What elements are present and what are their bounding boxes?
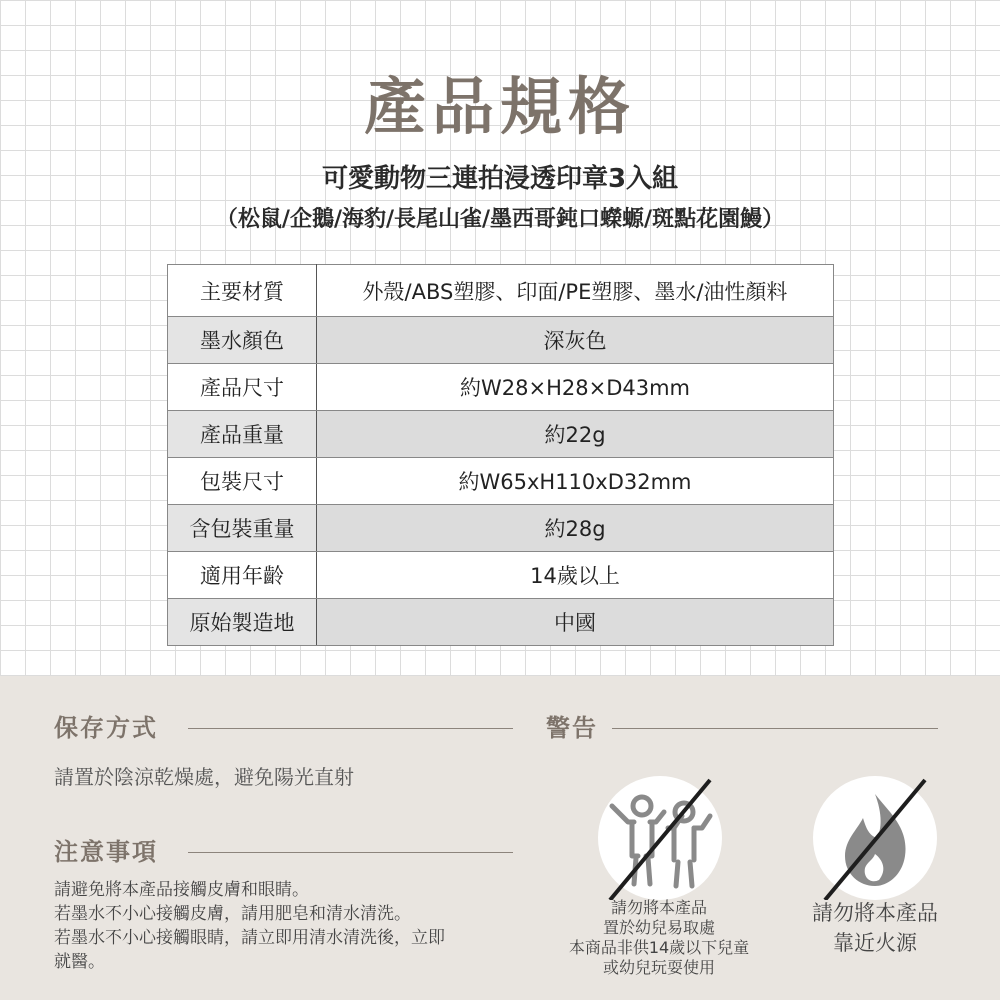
caution-text — [54, 878, 534, 974]
spec-label: 包裝尺寸 — [168, 458, 317, 505]
spec-row — [168, 458, 834, 505]
fire-warning-text — [770, 898, 980, 958]
caution-divider — [188, 852, 513, 853]
storage-divider — [188, 728, 513, 729]
warning-divider — [612, 728, 938, 729]
spec-value: 外殼/ABS塑膠、印面/PE塑膠、墨水/油性顏料 — [317, 265, 834, 317]
fire-warning-line: 請勿將本產品 — [812, 901, 938, 925]
spec-row — [168, 317, 834, 364]
storage-text: 請置於陰涼乾燥處，避免陽光直射 — [54, 765, 354, 789]
spec-row — [168, 505, 834, 552]
product-variants: （松鼠/企鵝/海豹/長尾山雀/墨西哥鈍口蠑螈/斑點花園鰻） — [215, 207, 785, 232]
spec-value: 約22g — [317, 411, 834, 458]
spec-row — [168, 364, 834, 411]
spec-label: 墨水顏色 — [168, 317, 317, 364]
no-children-icon — [598, 776, 722, 900]
spec-label: 產品尺寸 — [168, 364, 317, 411]
spec-row — [168, 552, 834, 599]
caution-line: 若墨水不小心接觸皮膚，請用肥皂和清水清洗。 — [54, 904, 411, 924]
fire-warning-line: 靠近火源 — [833, 931, 917, 955]
spec-label: 原始製造地 — [168, 599, 317, 646]
caution-line: 請避免將本產品接觸皮膚和眼睛。 — [54, 880, 309, 900]
spec-label: 產品重量 — [168, 411, 317, 458]
spec-value: 中國 — [317, 599, 834, 646]
spec-label: 主要材質 — [168, 265, 317, 317]
spec-row — [168, 265, 834, 317]
spec-row — [168, 599, 834, 646]
storage-heading: 保存方式 — [54, 714, 158, 742]
spec-value: 約W28×H28×D43mm — [317, 364, 834, 411]
caution-line: 就醫。 — [54, 952, 105, 972]
no-fire-icon — [813, 776, 937, 900]
warning-heading: 警告 — [546, 714, 598, 742]
children-warning-line: 請勿將本產品 — [610, 898, 707, 917]
children-warning-line: 置於幼兒易取處 — [602, 918, 715, 937]
caution-heading: 注意事項 — [54, 838, 158, 866]
page-title: 產品規格 — [363, 70, 636, 143]
children-warning-line: 或幼兒玩耍使用 — [602, 958, 715, 977]
spec-label: 適用年齡 — [168, 552, 317, 599]
info-panel — [0, 676, 1000, 1000]
caution-line: 若墨水不小心接觸眼睛，請立即用清水清洗後，立即 — [54, 928, 445, 948]
spec-row — [168, 411, 834, 458]
children-warning-line: 本商品非供14歲以下兒童 — [568, 938, 750, 957]
spec-value: 約28g — [317, 505, 834, 552]
product-name: 可愛動物三連拍浸透印章3入組 — [321, 164, 679, 194]
spec-value: 深灰色 — [317, 317, 834, 364]
spec-value: 14歲以上 — [317, 552, 834, 599]
spec-label: 含包裝重量 — [168, 505, 317, 552]
spec-table — [167, 264, 834, 646]
children-warning-text — [540, 898, 778, 978]
spec-value: 約W65xH110xD32mm — [317, 458, 834, 505]
